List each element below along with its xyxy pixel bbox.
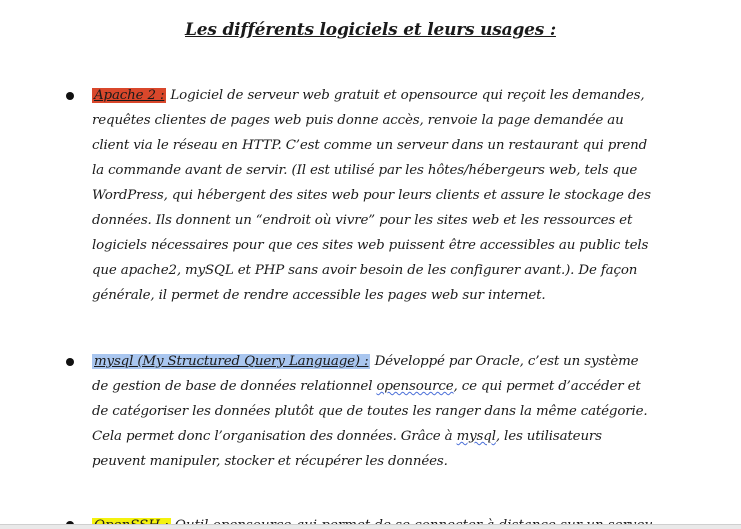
list-item-apache [92, 83, 652, 308]
page-title: Les différents logiciels et leurs usages : [185, 20, 556, 40]
list-item-mysql [92, 349, 652, 474]
page-bottom-edge [0, 524, 741, 529]
bullet-icon [66, 358, 74, 366]
spellcheck-word-mysql[interactable]: mysql [456, 429, 496, 444]
text-mysql-3: , les utilisateurs peuvent manipuler, stocker et récupérer les données. [92, 429, 602, 469]
term-apache: Apache 2 : [94, 88, 165, 103]
text-apache: Logiciel de serveur web gratuit et opensource qui reçoit les demandes, requêtes clientes de pages web puis donne accès, renvoie la page demandée au client via le réseau en HTTP. C’est comme un serveur dans un restaurant qui prend la commande avant de servir. (Il est utilisé par les hôtes/hébergeurs web, tels que WordPress, qui hébergent des sites web pour leurs clients et assure le stockage des données. Ils donnent un “endroit où vivre” pour les sites web et les ressources et logiciels nécessaires pour que ces sites web puissent être accessibles au public tels que apache2, mySQL et PHP sans avoir besoin de les configurer avant.). De façon générale, il permet de rendre accessible les pages web sur internet. [92, 88, 651, 303]
bullet-icon [66, 92, 74, 100]
text-mysql-2: , ce qui permet d’accéder et de catégoriser les données plutôt que de toutes les ranger dans la même catégorie. Cela permet donc l’organisation des données. Grâce à [92, 379, 648, 444]
spellcheck-word-opensource[interactable]: opensource [376, 379, 454, 394]
text-mysql-1: Développé par Oracle, c’est un système de gestion de base de données relationnel [92, 354, 639, 394]
term-mysql: mysql (My Structured Query Language) : [94, 354, 369, 369]
